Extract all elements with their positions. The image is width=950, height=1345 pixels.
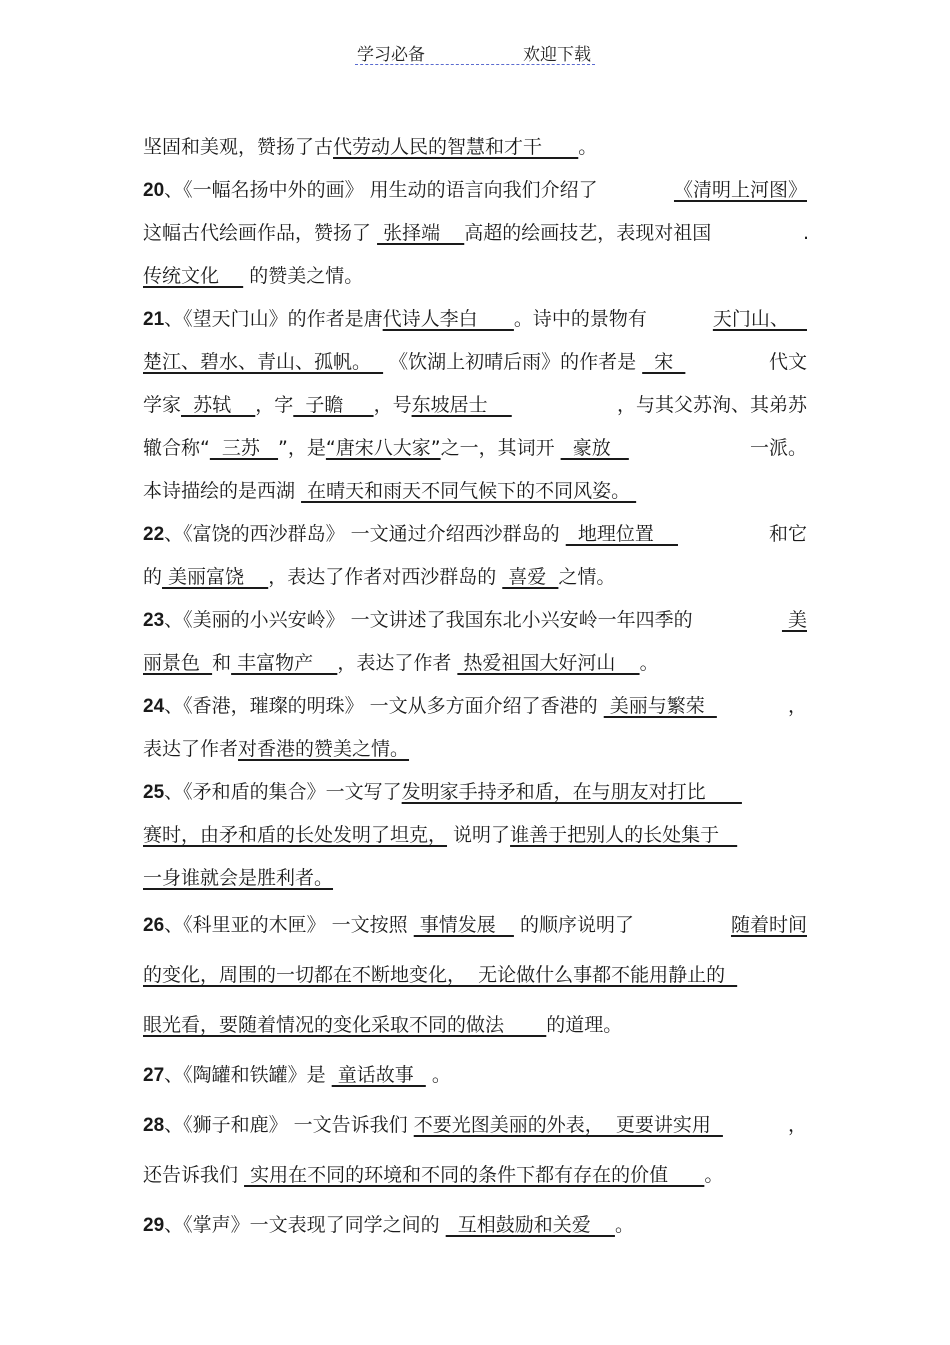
- answer-blank: 三苏: [209, 437, 279, 459]
- header-left-text: 学习必备: [357, 45, 425, 65]
- text-line: [143, 556, 807, 599]
- answer-blank: 东坡居士: [411, 394, 512, 416]
- text: ，: [787, 695, 807, 717]
- answer-blank: 喜爱: [502, 566, 559, 588]
- page-header: [355, 40, 595, 65]
- text: 代文: [768, 351, 807, 373]
- answer-blank: 美丽富饶: [162, 566, 269, 588]
- answer-blank: 传统文化: [143, 265, 244, 287]
- answer-blank: 眼光看，要随着情况的变化采取不同的做法: [143, 1014, 547, 1036]
- answer-blank: “唐宋八大家”: [325, 437, 441, 459]
- question-28: [143, 1100, 807, 1150]
- question-21: [143, 298, 807, 341]
- text: 一派。: [749, 437, 807, 459]
- answer-blank: 童话故事: [331, 1064, 426, 1086]
- answer-blank: 苏轼: [181, 394, 256, 416]
- text: ，字: [255, 394, 294, 416]
- question-26: [143, 900, 807, 950]
- answer-blank: 美: [781, 609, 807, 631]
- answer-blank: 互相鼓励和关爱: [445, 1214, 615, 1236]
- text: 。诗中的景物有: [513, 308, 647, 330]
- text-line: [143, 1000, 807, 1050]
- text-line: [143, 950, 807, 1000]
- text: 之一，其词开: [440, 437, 561, 459]
- text-line: [143, 1150, 807, 1200]
- text: 和: [212, 652, 232, 674]
- question-20: [143, 169, 807, 212]
- text: 、《狮子和鹿》 一文告诉我们: [164, 1114, 414, 1136]
- text: 的: [143, 566, 163, 588]
- answer-blank: 美丽与繁荣: [603, 695, 717, 717]
- answer-blank: 实用在不同的环境和不同的条件下都有存在的价值: [244, 1164, 705, 1186]
- text: 《饮湖上初晴后雨》的作者是: [383, 351, 643, 373]
- question-number: 29: [143, 1215, 165, 1236]
- question-number: 21: [143, 309, 165, 330]
- text: 的顺序说明了: [513, 914, 634, 936]
- question-25: [143, 771, 807, 814]
- text-line: [143, 427, 807, 470]
- text: 说明了: [447, 824, 511, 846]
- question-number: 26: [143, 915, 165, 936]
- text: 高超的绘画技艺，表现对祖国: [464, 222, 712, 244]
- answer-blank: 代劳动人民的智慧和才干: [333, 136, 579, 158]
- text: 、《科里亚的木匣》 一文按照: [164, 914, 414, 936]
- text: ，与其父苏洵、其弟苏: [616, 394, 807, 416]
- question-29: [143, 1200, 807, 1250]
- question-number: 22: [143, 524, 165, 545]
- text-line: [143, 126, 807, 169]
- answer-blank: 对香港的赞美之情。: [238, 738, 410, 760]
- question-22: [143, 513, 807, 556]
- header-right-text: 欢迎下载: [523, 45, 591, 65]
- question-number: 20: [143, 180, 165, 201]
- text: 还告诉我们: [143, 1164, 245, 1186]
- text: 。: [578, 136, 598, 158]
- text: 、《美丽的小兴安岭》 一文讲述了我国东北小兴安岭一年四季的: [164, 609, 693, 631]
- text: 这幅古代绘画作品，赞扬了: [143, 222, 378, 244]
- text-line: [143, 470, 807, 513]
- answer-blank: 代诗人李白: [382, 308, 514, 330]
- text-line: [143, 212, 807, 255]
- text-line: [143, 255, 807, 298]
- text: 辙合称“: [143, 437, 210, 459]
- answer-blank: 丰富物产: [231, 652, 338, 674]
- answer-blank: 谁善于把别人的长处集于: [510, 824, 738, 846]
- answer-blank: 楚江、碧水、青山、孤帆。: [143, 351, 384, 373]
- text-line: [143, 384, 807, 427]
- text: 、《望天门山》的作者是唐: [164, 308, 383, 330]
- question-number: 25: [143, 782, 165, 803]
- answer-blank: 豪放: [560, 437, 629, 459]
- text: 和它: [768, 523, 807, 545]
- question-list: [143, 126, 807, 1250]
- answer-blank: 宋: [642, 351, 686, 373]
- answer-blank: 《清明上河图》: [673, 179, 807, 201]
- text-line: [143, 814, 807, 857]
- answer-blank: 发明家手持矛和盾，在与朋友对打比: [401, 781, 742, 803]
- text: ，表达了作者: [337, 652, 458, 674]
- text: 。: [704, 1164, 724, 1186]
- answer-blank: 一身谁就会是胜利者。: [143, 867, 334, 889]
- text: 、《一幅名扬中外的画》 用生动的语言向我们介绍了: [164, 179, 598, 201]
- text: 、《香港，璀璨的明珠》 一文从多方面介绍了香港的: [164, 695, 604, 717]
- answer-blank: 赛时，由矛和盾的长处发明了坦克，: [143, 824, 448, 846]
- text: 之情。: [558, 566, 616, 588]
- answer-blank: 热爱祖国大好河山: [457, 652, 640, 674]
- question-number: 28: [143, 1115, 165, 1136]
- text: 、《矛和盾的集合》一文写了: [164, 781, 402, 803]
- text: 的赞美之情。: [243, 265, 364, 287]
- question-number: 23: [143, 610, 165, 631]
- text-line: [143, 642, 807, 685]
- text: 本诗描绘的是西湖: [143, 480, 302, 502]
- answer-blank: 不要光图美丽的外表， 更要讲实用: [413, 1114, 723, 1136]
- text: 学家: [143, 394, 182, 416]
- text: 、《陶罐和铁罐》是: [164, 1064, 332, 1086]
- text: 的道理。: [546, 1014, 623, 1036]
- question-24: [143, 685, 807, 728]
- answer-blank: 天门山、: [712, 308, 807, 330]
- stray-mark: .: [802, 222, 809, 244]
- answer-blank: 的变化，周围的一切都在不断地变化， 无论做什么事都不能用静止的: [143, 964, 738, 986]
- answer-blank: 子瞻: [293, 394, 374, 416]
- text: 。: [639, 652, 659, 674]
- text: 。: [425, 1064, 451, 1086]
- text: 坚固和美观，赞扬了古: [143, 136, 334, 158]
- text: ”，是: [278, 437, 326, 459]
- text: 。: [614, 1214, 634, 1236]
- text-line: [143, 857, 807, 900]
- text-line: [143, 728, 807, 771]
- answer-blank: 随着时间: [730, 914, 807, 936]
- answer-blank: 张择端: [377, 222, 465, 244]
- answer-blank: 在晴天和雨天不同气候下的不同风姿。: [301, 480, 637, 502]
- text: ，号: [373, 394, 412, 416]
- text: ，表达了作者对西沙群岛的: [268, 566, 503, 588]
- text-line: [143, 341, 807, 384]
- answer-blank: 事情发展: [413, 914, 514, 936]
- answer-blank: 丽景色: [143, 652, 213, 674]
- question-27: [143, 1050, 807, 1100]
- question-23: [143, 599, 807, 642]
- question-number: 24: [143, 696, 165, 717]
- text: 表达了作者: [143, 738, 239, 760]
- text: 、《掌声》一文表现了同学之间的: [164, 1214, 446, 1236]
- answer-blank: 地理位置: [565, 523, 678, 545]
- text: 、《富饶的西沙群岛》 一文通过介绍西沙群岛的: [164, 523, 566, 545]
- text: ，: [787, 1114, 807, 1136]
- question-number: 27: [143, 1065, 165, 1086]
